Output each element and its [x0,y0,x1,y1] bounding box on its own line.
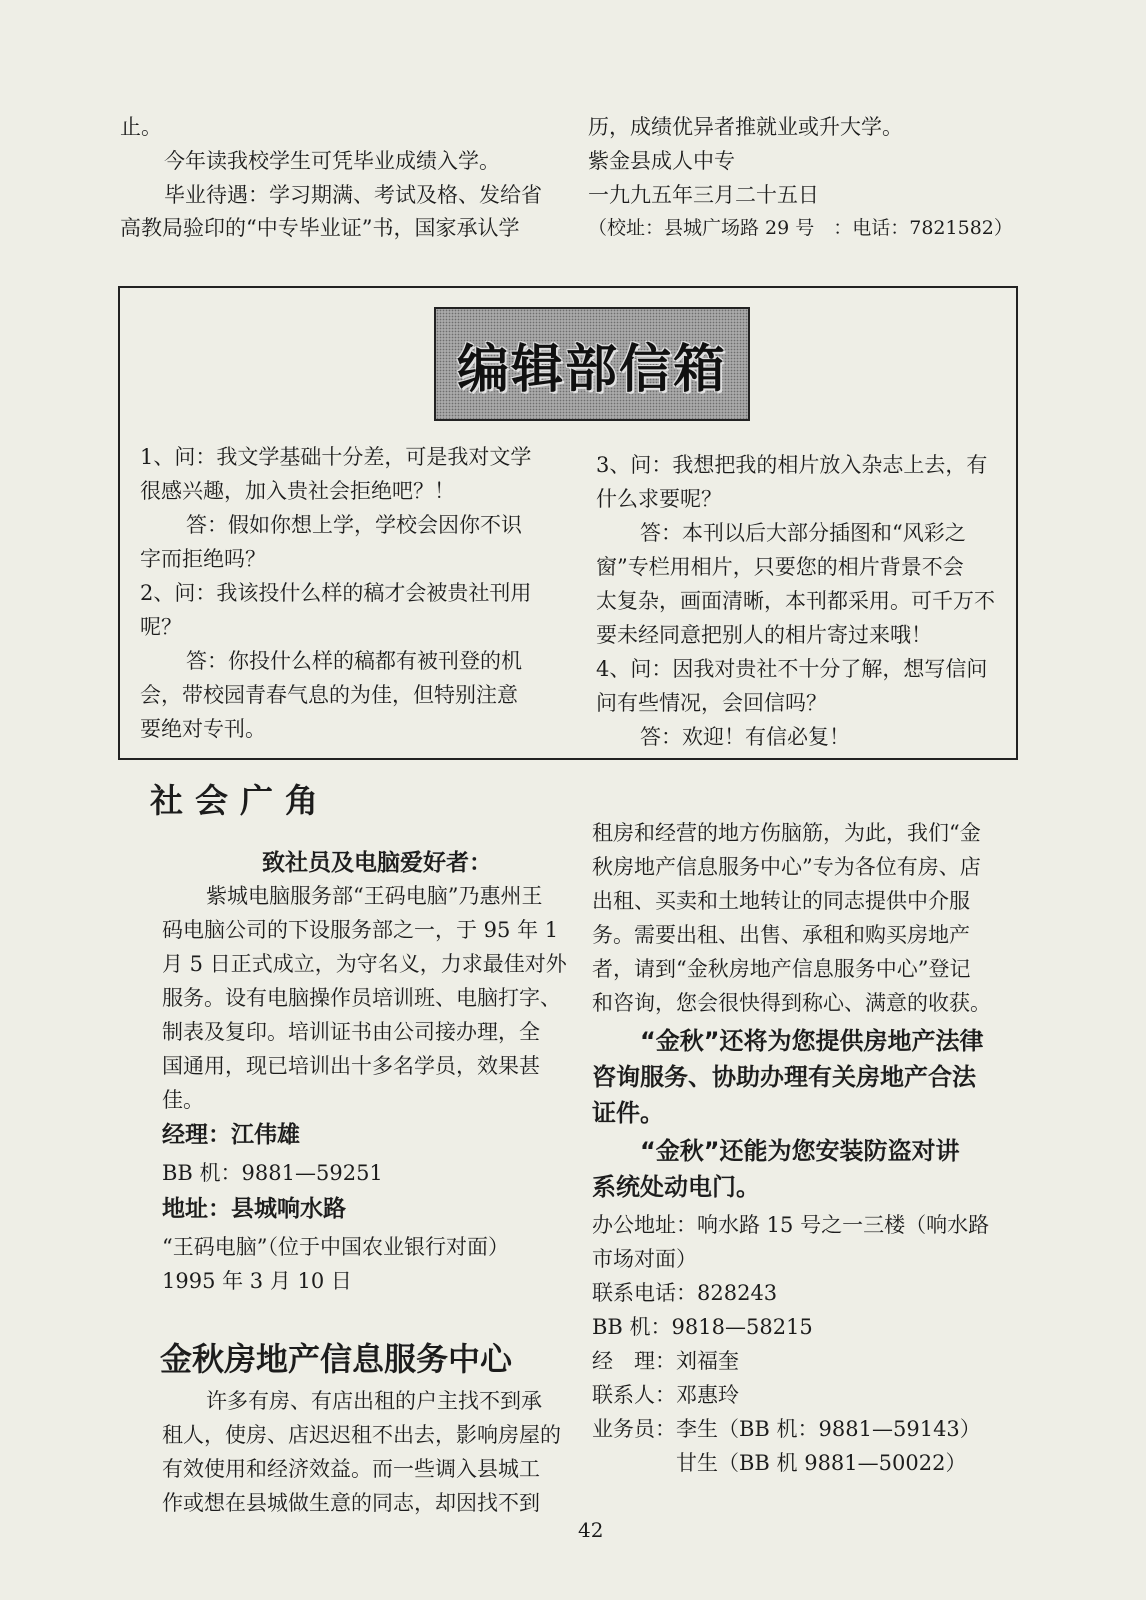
realestate-ad-highlight: 咨询服务、协助办理有关房地产合法 [592,1063,976,1091]
qa-left-line: 答：你投什么样的稿都有被刊登的机 [186,649,522,673]
realestate-ad-line: 许多有房、有店出租的户主找不到承 [206,1389,542,1413]
computer-ad-location: “王码电脑”（位于中国农业银行对面） [162,1235,509,1259]
qa-right-line: 什么求要呢？ [596,487,722,511]
qa-right-line: 答：本刊以后大部分插图和“风彩之 [640,521,966,545]
computer-ad-pager: BB 机：9881—59251 [162,1161,383,1185]
top-right-line-1: 历，成绩优异者推就业或升大学。 [588,115,903,139]
school-address: （校址：县城广场路 29 号 ：电话：7821582） [588,217,1013,239]
editorial-mailbox-title: 编辑部信箱 [456,339,727,400]
computer-ad-manager: 经理：江伟雄 [162,1122,300,1148]
top-left-line-4: 高教局验印的“中专毕业证”书，国家承认学 [120,216,520,240]
qa-right-line: 3、问：我想把我的相片放入杂志上去，有 [596,453,988,477]
computer-ad-line: 月 5 日正式成立，为守名义，力求最佳对外 [162,952,567,976]
top-left-line-3: 毕业待遇：学习期满、考试及格、发给省 [164,183,542,207]
editorial-mailbox-title-banner [434,307,750,421]
top-left-line-1: 止。 [120,115,162,139]
top-right-line-3: 一九九五年三月二十五日 [588,183,819,207]
qa-right-line: 答：欢迎！有信必复！ [640,725,850,749]
page-number: 42 [578,1518,604,1542]
qa-right-line: 要未经同意把别人的相片寄过来哦！ [596,623,932,647]
realestate-pager: BB 机：9818—58215 [592,1315,813,1339]
qa-right-line: 太复杂，画面清晰，本刊都采用。可千万不 [596,589,995,613]
realestate-ad-right-line: 租房和经营的地方伤脑筋，为此，我们“金 [592,821,981,845]
realestate-office-address: 办公地址：响水路 15 号之一三楼（响水路 [592,1213,990,1237]
computer-ad-line: 码电脑公司的下设服务部之一，于 95 年 1 [162,918,559,942]
realestate-ad-highlight: 系统处动电门。 [592,1173,760,1201]
top-left-line-2: 今年读我校学生可凭毕业成绩入学。 [164,149,500,173]
realestate-office-address-cont: 市场对面） [592,1247,697,1271]
top-right-line-2: 紫金县成人中专 [588,149,735,173]
computer-ad-line: 佳。 [162,1088,204,1112]
realestate-ad-highlight: “金秋”还将为您提供房地产法律 [640,1027,984,1055]
realestate-ad-heading: 金秋房地产信息服务中心 [160,1340,513,1378]
qa-left-line: 2、问：我该投什么样的稿才会被贵社刊用 [140,581,532,605]
qa-left-line: 要绝对专刊。 [140,717,266,741]
qa-left-line: 答：假如你想上学，学校会因你不识 [186,513,522,537]
section-title: 社会广角 [150,781,330,820]
realestate-ad-right-line: 者，请到“金秋房地产信息服务中心”登记 [592,957,971,981]
qa-right-line: 4、问：因我对贵社不十分了解，想写信问 [596,657,988,681]
qa-left-line: 字而拒绝吗？ [140,547,266,571]
realestate-manager: 经 理：刘福奎 [592,1349,739,1373]
realestate-contact: 联系人：邓惠玲 [592,1383,739,1407]
computer-ad-line: 服务。设有电脑操作员培训班、电脑打字、 [162,986,561,1010]
qa-left-line: 会，带校园青春气息的为佳，但特别注意 [140,683,518,707]
computer-ad-date: 1995 年 3 月 10 日 [162,1269,352,1293]
realestate-ad-right-line: 出租、买卖和土地转让的同志提供中介服 [592,889,970,913]
computer-ad-address: 地址：县城响水路 [162,1196,346,1222]
computer-ad-line: 紫城电脑服务部“王码电脑”乃惠州王 [206,884,543,908]
realestate-ad-right-line: 务。需要出租、出售、承租和购买房地产 [592,923,970,947]
realestate-ad-right-line: 秋房地产信息服务中心”专为各位有房、店 [592,855,981,879]
qa-left-line: 很感兴趣，加入贵社会拒绝吧？！ [140,479,455,503]
realestate-ad-highlight: “金秋”还能为您安装防盗对讲 [640,1137,960,1165]
qa-left-line: 1、问：我文学基础十分差，可是我对文学 [140,445,532,469]
realestate-staff-1: 业务员：李生（BB 机：9881—59143） [592,1417,981,1441]
computer-ad-line: 国通用，现已培训出十多名学员，效果甚 [162,1054,540,1078]
realestate-ad-right-line: 和咨询，您会很快得到称心、满意的收获。 [592,991,991,1015]
computer-ad-heading: 致社员及电脑爱好者： [262,850,492,876]
realestate-phone: 联系电话：828243 [592,1281,778,1305]
realestate-ad-line: 有效使用和经济效益。而一些调入县城工 [162,1457,540,1481]
realestate-ad-highlight: 证件。 [592,1099,664,1127]
qa-right-line: 窗”专栏用相片，只要您的相片背景不会 [596,555,964,579]
qa-right-line: 问有些情况，会回信吗？ [596,691,827,715]
realestate-ad-line: 作或想在县城做生意的同志，却因找不到 [162,1491,540,1515]
realestate-staff-2: 甘生（BB 机 9881—50022） [676,1451,967,1475]
realestate-ad-line: 租人，使房、店迟迟租不出去，影响房屋的 [162,1423,561,1447]
qa-left-line: 呢？ [140,615,182,639]
computer-ad-line: 制表及复印。培训证书由公司接办理，全 [162,1020,540,1044]
